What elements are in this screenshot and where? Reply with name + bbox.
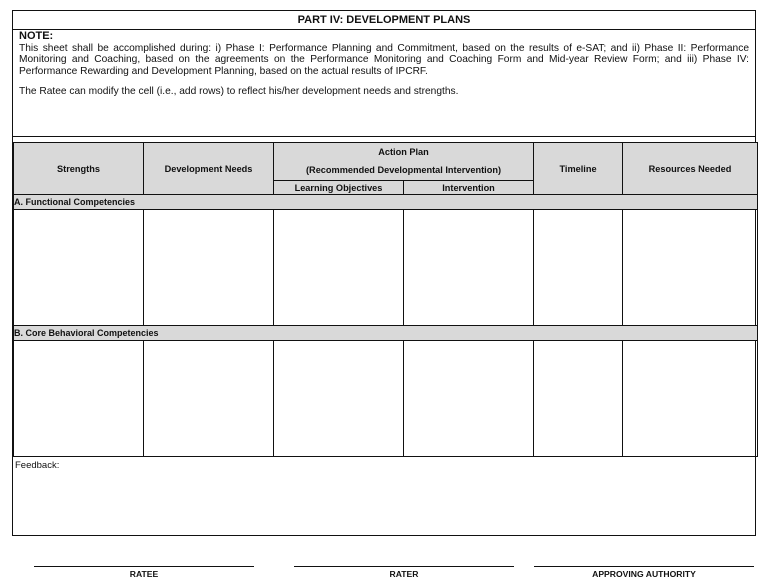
cell-timeline[interactable] [534, 210, 623, 326]
cell-strengths[interactable] [14, 210, 144, 326]
header-action-plan-subtitle: (Recommended Developmental Intervention) [274, 161, 534, 181]
feedback-label: Feedback: [15, 460, 60, 471]
cell-timeline[interactable] [534, 341, 623, 457]
development-plan-table [13, 142, 758, 457]
note-paragraph-2: The Ratee can modify the cell (i.e., add rows) to reflect his/her development needs and strengths. [19, 86, 459, 98]
cell-intervention[interactable] [404, 210, 534, 326]
cell-development-needs[interactable] [144, 210, 274, 326]
development-plans-form [12, 10, 756, 536]
note-block [19, 31, 749, 98]
note-paragraph-1: This sheet shall be accomplished during: i) Phase I: Performance Planning and Commitment, based on the results of e-SAT; and ii) Phase II: Performance Monitoring and Coaching, based on the agreements on the Performance Monitoring and Coaching Form and Mid-year Review Form; and iii) Phase IV: Performance Rewarding and Development Planning, based on the actual results of IPCRF. [19, 42, 749, 77]
signature-approving-authority: APPROVING AUTHORITY [534, 566, 754, 579]
header-strengths: Strengths [14, 143, 144, 195]
table-row [14, 341, 758, 457]
signature-rater: RATER [294, 566, 514, 579]
section-core-behavioral-competencies: B. Core Behavioral Competencies [14, 326, 758, 341]
cell-learning-objectives[interactable] [274, 341, 404, 457]
header-learning-objectives: Learning Objectives [274, 181, 404, 195]
header-development-needs: Development Needs [144, 143, 274, 195]
cell-strengths[interactable] [14, 341, 144, 457]
section-functional-competencies: A. Functional Competencies [14, 195, 758, 210]
cell-learning-objectives[interactable] [274, 210, 404, 326]
header-resources-needed: Resources Needed [623, 143, 758, 195]
signature-ratee: RATEE [34, 566, 254, 579]
cell-resources-needed[interactable] [623, 341, 758, 457]
cell-development-needs[interactable] [144, 341, 274, 457]
header-action-plan: Action Plan [274, 143, 534, 161]
header-timeline: Timeline [534, 143, 623, 195]
divider [13, 136, 755, 137]
header-intervention: Intervention [404, 181, 534, 195]
note-heading: NOTE: [19, 30, 54, 42]
cell-intervention[interactable] [404, 341, 534, 457]
table-row [14, 210, 758, 326]
form-title: PART IV: DEVELOPMENT PLANS [13, 11, 755, 30]
cell-resources-needed[interactable] [623, 210, 758, 326]
